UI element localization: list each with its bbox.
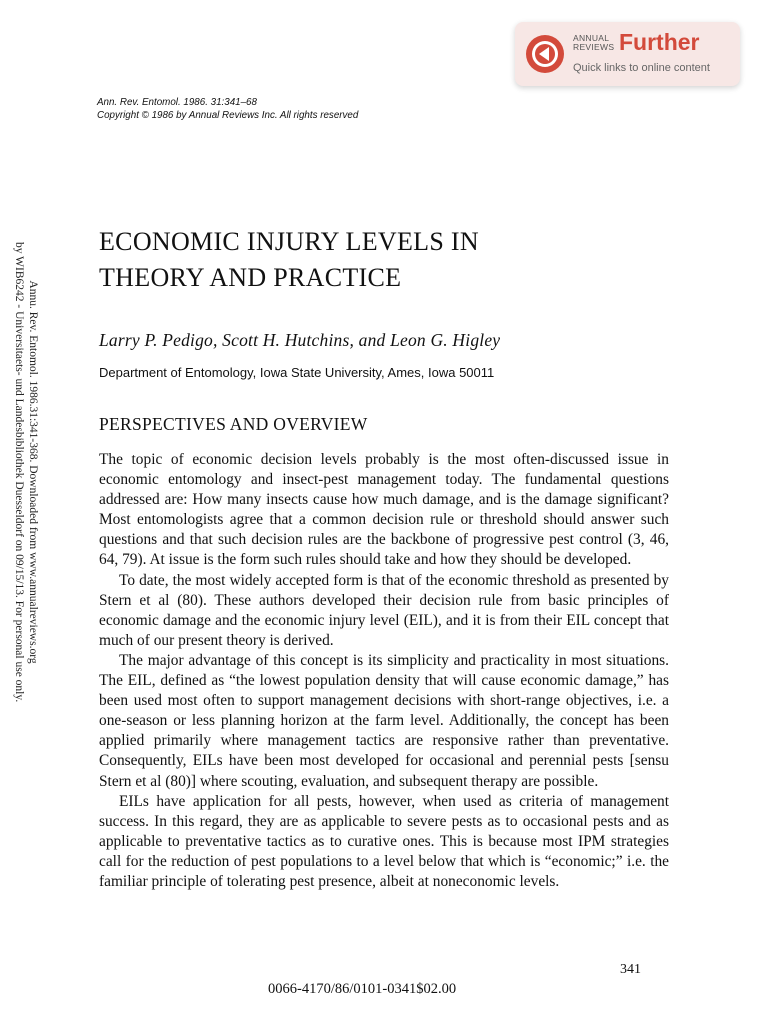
paragraph: The topic of economic decision levels probably is the most often-discussed issue in economic entomology and insect-pest management today. The fundamental questions addressed are: How many insects cause how much damage, and is the damage significant? Most entomologists agree that a common decision rule or threshold should answer such questions and that such decision rules are the backbone of progressive pest control (3, 46, 64, 79). At issue is the form such rules should take and how they should be developed.: [99, 451, 669, 569]
badge-tagline: Quick links to online content: [573, 62, 710, 74]
badge-brand: [573, 34, 614, 52]
article-code: 0066-4170/86/0101-0341$02.00: [268, 981, 457, 997]
article-affiliation: Department of Entomology, Iowa State University, Ames, Iowa 50011: [99, 365, 495, 380]
article-title-line-1: ECONOMIC INJURY LEVELS IN: [99, 227, 479, 256]
play-arrow-icon: [525, 34, 565, 74]
citation-line-1: Ann. Rev. Entomol. 1986. 31:341–68: [97, 97, 257, 108]
badge-brand-line-2: REVIEWS: [573, 42, 615, 52]
paragraph: To date, the most widely accepted form is that of the economic threshold as presented by Stern et al (80). These authors developed their decision rule from basic principles of economic damage and the economic injury level (EIL), and it is from their EIL concept that much of our present theory is derived.: [99, 571, 669, 649]
download-notice-line-1: Annu. Rev. Entomol. 1986.31:341-368. Downloaded from www.annualreviews.org: [27, 280, 39, 664]
article-title: [99, 224, 479, 296]
badge-further-label: Further: [619, 29, 700, 55]
download-notice: [4, 242, 40, 702]
article-authors: Larry P. Pedigo, Scott H. Hutchins, and Leon G. Higley: [99, 330, 501, 350]
page-number: 341: [620, 962, 641, 977]
journal-citation: [97, 96, 358, 122]
paragraph: The major advantage of this concept is its simplicity and practicality in most situations. The EIL, defined as “the lowest population density that will cause economic damage,” has been used most often to support management decisions with short-range objectives, i.e. a one-season or less planning horizon at the farm level. Additionally, the concept has been applied primarily where management tactics are responsive rather than preventative. Consequently, EILs have been most developed for occasional and perennial pests [sensu Stern et al (80)] where scouting, evaluation, and subsequent therapy are possible.: [99, 651, 669, 790]
section-body: [99, 450, 669, 892]
citation-line-2: Copyright © 1986 by Annual Reviews Inc. All rights reserved: [97, 110, 359, 121]
download-notice-line-2: by WIB6242 - Universitaets- und Landesbibliothek Duesseldorf on 09/15/13. For personal use only.: [13, 242, 25, 703]
paragraph: EILs have application for all pests, however, when used as criteria of management success. In this regard, they are as applicable to severe pests as to occasional pests and as applicable to preventative tactics as to curative ones. This is because most IPM strategies call for the reduction of pest populations to a level below that which is “economic;” i.e. the familiar principle of tolerating pest presence, albeit at noneconomic levels.: [99, 792, 669, 890]
further-reviews-badge[interactable]: [515, 22, 740, 86]
badge-brand-line-1: ANNUAL: [573, 33, 610, 43]
section-heading: PERSPECTIVES AND OVERVIEW: [99, 414, 368, 434]
article-title-line-2: THEORY AND PRACTICE: [99, 263, 402, 292]
